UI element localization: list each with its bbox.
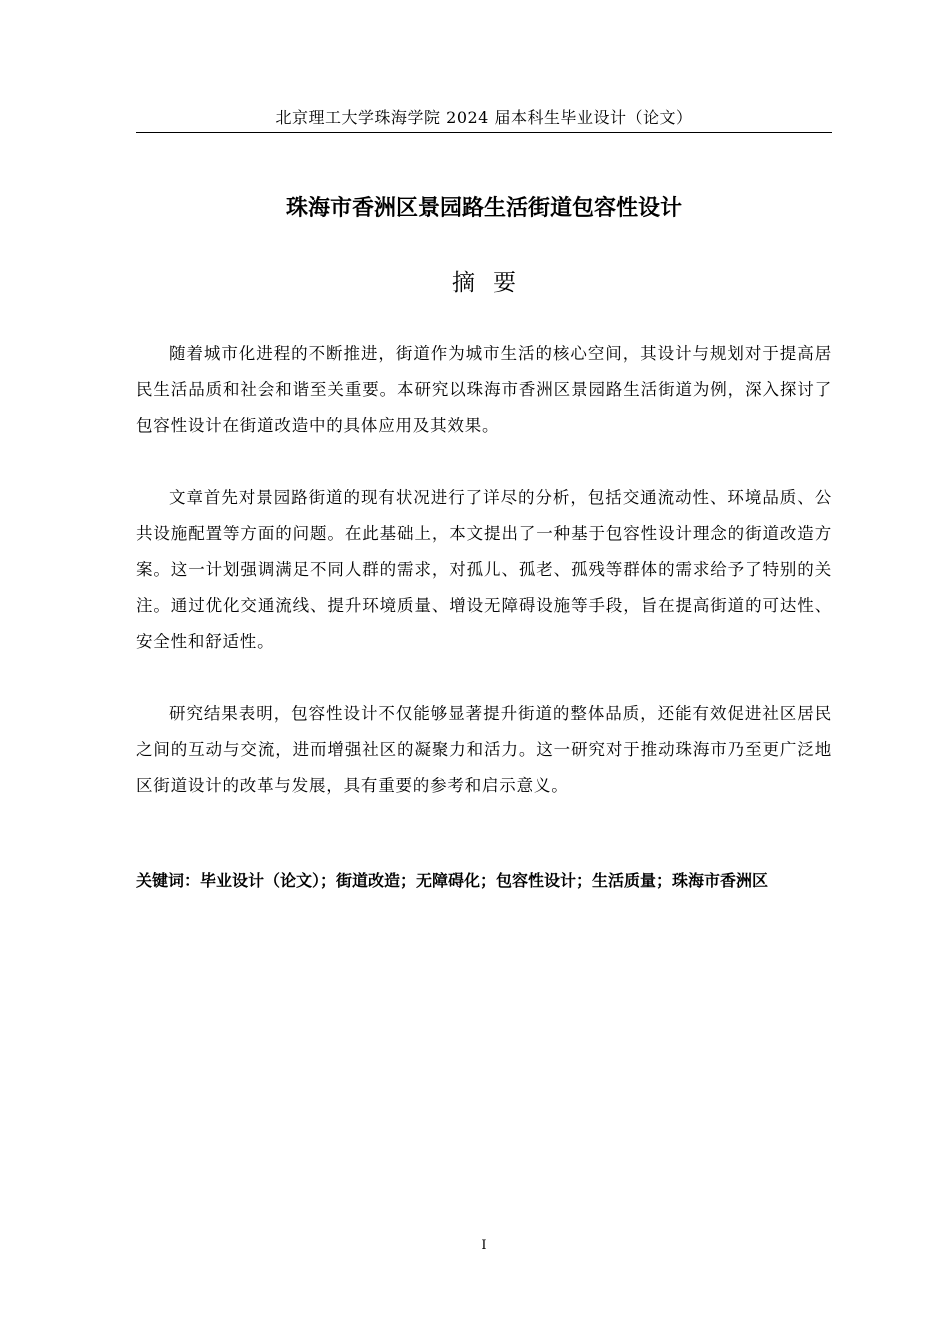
page-number: I bbox=[481, 1238, 487, 1253]
thesis-title: 珠海市香洲区景园路生活街道包容性设计 bbox=[285, 196, 682, 221]
running-header: 北京理工大学珠海学院 2024 届本科生毕业设计（论文） bbox=[275, 108, 693, 127]
abstract-paragraph-3: 研究结果表明，包容性设计不仅能够显著提升街道的整体品质，还能有效促进社区居民之间的互动与交流，进而增强社区的凝聚力和活力。这一研究对于推动珠海市乃至更广泛地区街道设计的改革与发展，具有重要的参考和启示意义。 bbox=[136, 704, 832, 795]
header-rule bbox=[136, 132, 832, 133]
abstract-body bbox=[136, 336, 832, 840]
abstract-paragraph-2: 文章首先对景园路街道的现有状况进行了详尽的分析，包括交通流动性、环境品质、公共设施配置等方面的问题。在此基础上，本文提出了一种基于包容性设计理念的街道改造方案。这一计划强调满足不同人群的需求，对孤儿、孤老、孤残等群体的需求给予了特别的关注。通过优化交通流线、提升环境质量、增设无障碍设施等手段，旨在提高街道的可达性、安全性和舒适性。 bbox=[136, 488, 832, 651]
keywords: 关键词：毕业设计（论文）；街道改造；无障碍化；包容性设计；生活质量；珠海市香洲区 bbox=[136, 871, 769, 890]
abstract-paragraph-1: 随着城市化进程的不断推进，街道作为城市生活的核心空间，其设计与规划对于提高居民生活品质和社会和谐至关重要。本研究以珠海市香洲区景园路生活街道为例，深入探讨了包容性设计在街道改造中的具体应用及其效果。 bbox=[136, 344, 832, 435]
abstract-heading: 摘要 bbox=[452, 270, 534, 296]
